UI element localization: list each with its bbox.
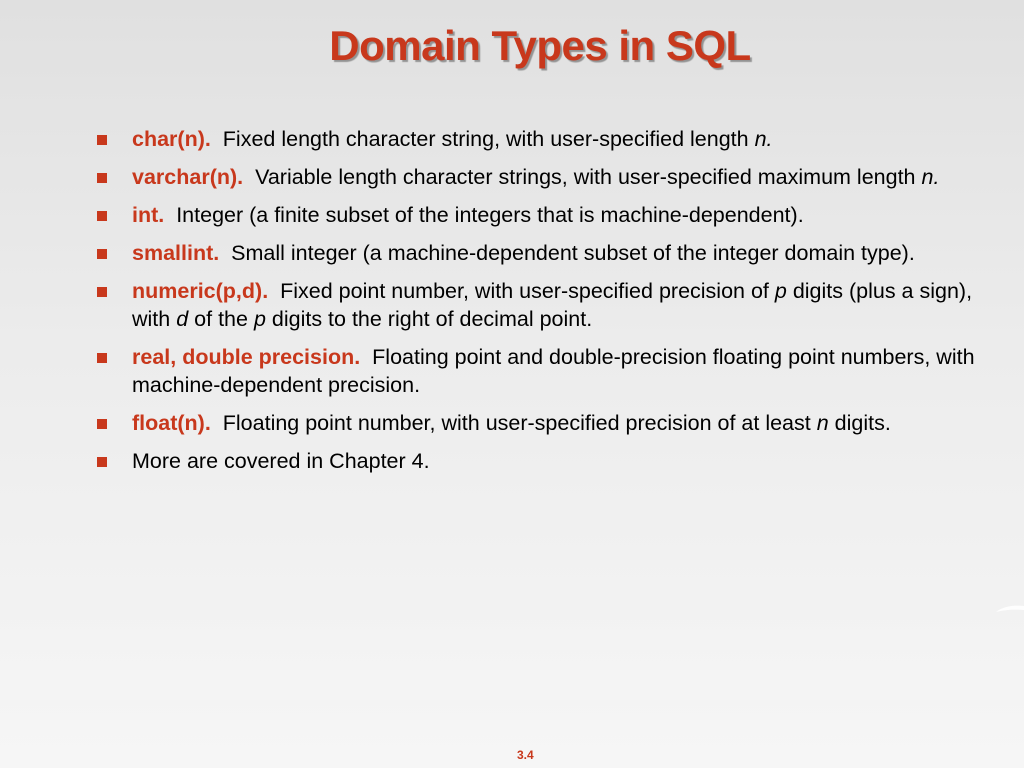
bullet-variable: p bbox=[253, 307, 266, 331]
bullet-variable: n bbox=[816, 411, 829, 435]
bullet-text: Variable length character strings, with user-specified maximum length bbox=[255, 165, 922, 189]
page-number: 3.4 bbox=[517, 748, 534, 762]
corner-swoosh-decoration bbox=[994, 600, 1024, 620]
bullet-text: Small integer (a machine-dependent subset of the integer domain type). bbox=[231, 241, 915, 265]
bullet-text: More are covered in Chapter 4. bbox=[132, 449, 430, 473]
square-bullet-icon bbox=[97, 249, 107, 259]
bullet-char bbox=[96, 125, 996, 153]
square-bullet-icon bbox=[97, 457, 107, 467]
square-bullet-icon bbox=[97, 353, 107, 363]
bullet-list bbox=[96, 125, 996, 485]
bullet-numeric bbox=[96, 277, 996, 333]
bullet-text: digits. bbox=[828, 411, 891, 435]
bullet-text: Floating point number, with user-specified precision of at least bbox=[222, 411, 817, 435]
bullet-int bbox=[96, 201, 996, 229]
bullet-variable: n. bbox=[921, 165, 940, 189]
bullet-real-double bbox=[96, 343, 996, 399]
bullet-term: numeric(p,d). bbox=[132, 279, 269, 303]
bullet-float bbox=[96, 409, 996, 437]
slide-title: Domain Types in SQL bbox=[329, 22, 751, 69]
bullet-term: varchar(n). bbox=[132, 165, 244, 189]
bullet-text: Integer (a finite subset of the integers that is machine-dependent). bbox=[176, 203, 804, 227]
bullet-term: float(n). bbox=[132, 411, 211, 435]
square-bullet-icon bbox=[97, 135, 107, 145]
bullet-variable: d bbox=[176, 307, 189, 331]
square-bullet-icon bbox=[97, 287, 107, 297]
bullet-term: smallint. bbox=[132, 241, 220, 265]
bullet-variable: p bbox=[774, 279, 787, 303]
bullet-more bbox=[96, 447, 996, 475]
bullet-text: Fixed length character string, with user-specified length bbox=[222, 127, 755, 151]
bullet-term: int. bbox=[132, 203, 165, 227]
bullet-smallint bbox=[96, 239, 996, 267]
bullet-text: Fixed point number, with user-specified precision of bbox=[280, 279, 775, 303]
bullet-varchar bbox=[96, 163, 996, 191]
bullet-term: real, double precision. bbox=[132, 345, 361, 369]
bullet-text: of the bbox=[188, 307, 254, 331]
bullet-variable: n. bbox=[754, 127, 773, 151]
square-bullet-icon bbox=[97, 419, 107, 429]
square-bullet-icon bbox=[97, 173, 107, 183]
bullet-text: digits (plus a sign), with bbox=[132, 279, 973, 331]
bullet-text: Floating point and double-precision floating point numbers, with machine-dependent precision. bbox=[132, 345, 975, 397]
bullet-term: char(n). bbox=[132, 127, 211, 151]
square-bullet-icon bbox=[97, 211, 107, 221]
bullet-text: digits to the right of decimal point. bbox=[265, 307, 593, 331]
